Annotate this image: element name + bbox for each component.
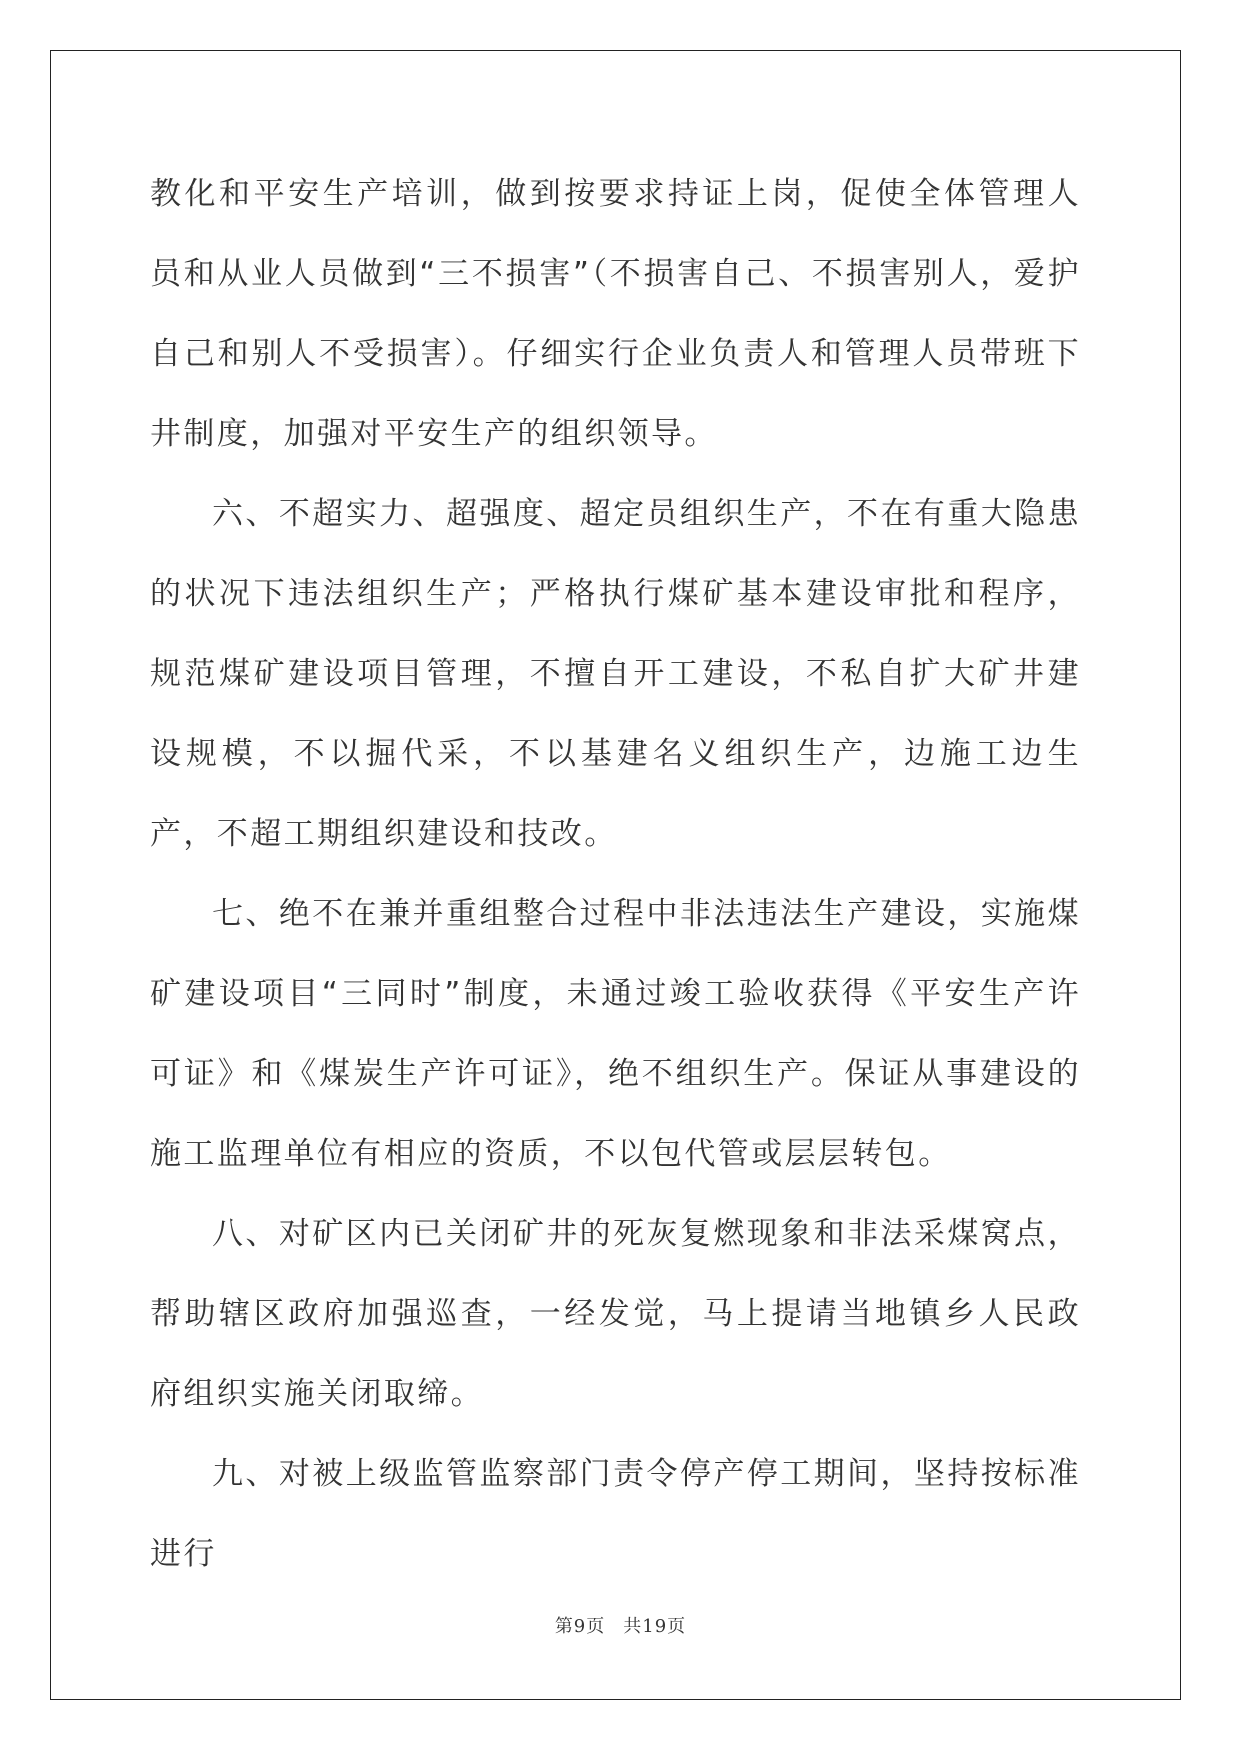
paragraph-5: 九、对被上级监管监察部门责令停产停工期间，坚持按标准进行 <box>150 1456 1081 1572</box>
document-body <box>150 154 1081 1594</box>
page-number: 第9页 <box>554 1616 606 1637</box>
page-footer <box>0 1612 1241 1638</box>
paragraph-1: 教化和平安生产培训，做到按要求持证上岗，促使全体管理人员和从业人员做到“三不损害”（不损害自己、不损害别人，爱护自己和别人不受损害）。仔细实行企业负责人和管理人员带班下井制度，加强对平安生产的组织领导。 <box>150 176 1081 452</box>
paragraph-3: 七、绝不在兼并重组整合过程中非法违法生产建设，实施煤矿建设项目“三同时”制度，未通过竣工验收获得《平安生产许可证》和《煤炭生产许可证》，绝不组织生产。保证从事建设的施工监理单位有相应的资质，不以包代管或层层转包。 <box>150 896 1081 1172</box>
paragraph-2: 六、不超实力、超强度、超定员组织生产，不在有重大隐患的状况下违法组织生产；严格执行煤矿基本建设审批和程序，规范煤矿建设项目管理，不擅自开工建设，不私自扩大矿井建设规模，不以掘代采，不以基建名义组织生产，边施工边生产，不超工期组织建设和技改。 <box>150 496 1081 852</box>
total-pages: 共19页 <box>623 1616 687 1637</box>
paragraph-4: 八、对矿区内已关闭矿井的死灰复燃现象和非法采煤窝点，帮助辖区政府加强巡查，一经发觉，马上提请当地镇乡人民政府组织实施关闭取缔。 <box>150 1216 1081 1412</box>
